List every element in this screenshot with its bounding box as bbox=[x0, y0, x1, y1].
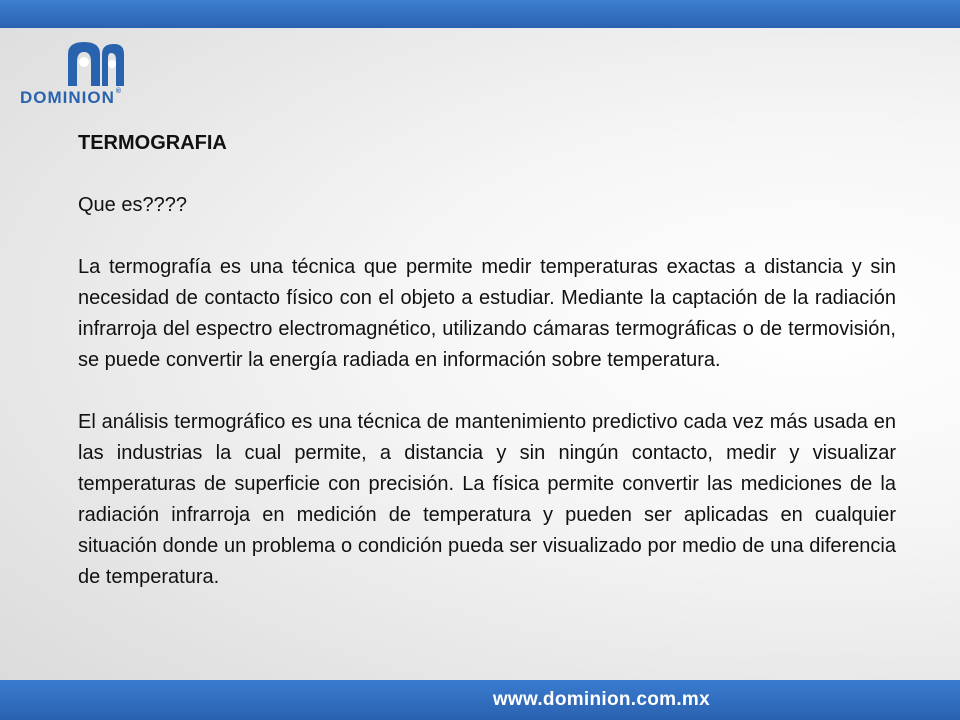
footer-banner bbox=[0, 680, 960, 720]
logo-wordmark: DOMINION® bbox=[20, 88, 123, 107]
slide-content bbox=[78, 128, 896, 593]
paragraph-analysis: El análisis termográfico es una técnica de mantenimiento predictivo cada vez más usada en las industrias la cual permite, a distancia y sin ningún contacto, medir y visualizar temperaturas de superficie con precisión. La física permite convertir las mediciones de la radiación infrarroja en medición de temperatura y pueden ser aplicadas en cualquier situación donde un problema o condición pueda ser visualizado por medio de una diferencia de temperatura. bbox=[78, 411, 896, 588]
slide-subtitle: Que es???? bbox=[78, 194, 187, 216]
dominion-logo bbox=[20, 40, 180, 112]
slide-title: TERMOGRAFIA bbox=[78, 132, 227, 154]
dominion-logo-icon bbox=[20, 40, 180, 88]
top-banner bbox=[0, 0, 960, 28]
paragraph-definition: La termografía es una técnica que permite medir temperaturas exactas a distancia y sin necesidad de contacto físico con el objeto a estudiar. Mediante la captación de la radiación infrarroja del espectro electromagnético, utilizando cámaras termográficas o de termovisión, se puede convertir la energía radiada en información sobre temperatura. bbox=[78, 256, 896, 371]
footer-url-link[interactable]: www.dominion.com.mx bbox=[492, 689, 710, 710]
